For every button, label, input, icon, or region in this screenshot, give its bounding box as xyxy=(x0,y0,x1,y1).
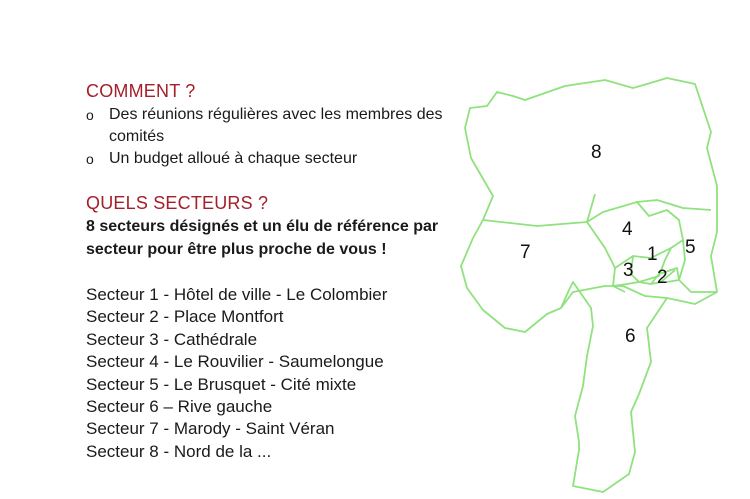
sector-label-5: 5 xyxy=(685,237,696,258)
sector-item: Secteur 3 - Cathédrale xyxy=(86,329,258,349)
sector-map xyxy=(455,60,750,499)
bullet-circle-icon: o xyxy=(86,151,94,167)
bullet-circle-icon: o xyxy=(86,107,94,123)
sector-label-3: 3 xyxy=(623,260,634,281)
text-column xyxy=(86,80,446,463)
sector-label-2: 2 xyxy=(657,267,668,288)
sector-label-6: 6 xyxy=(625,326,636,347)
sector-6-border xyxy=(561,286,667,308)
sector-item: Secteur 6 – Rive gauche xyxy=(86,397,273,417)
sector-8-border xyxy=(483,194,595,226)
sector-item: Secteur 4 - Le Rouvilier - Saumelongue xyxy=(86,352,384,372)
sector-8-border xyxy=(587,200,711,222)
secteurs-intro: 8 secteurs désignés et un élu de référence par secteur pour être plus proche de vous ! xyxy=(86,218,439,258)
sector-item: Secteur 1 - Hôtel de ville - Le Colombier xyxy=(86,285,388,304)
map-outline xyxy=(461,78,717,492)
comment-heading: COMMENT ? xyxy=(86,81,196,101)
list-item xyxy=(86,148,446,170)
sector-label-8: 8 xyxy=(591,142,602,163)
sector-item: Secteur 8 - Nord de la ... xyxy=(86,441,272,461)
sector-4-border xyxy=(587,222,625,292)
sector-item: Secteur 5 - Le Brusquet - Cité mixte xyxy=(86,374,357,394)
comment-list xyxy=(86,104,446,170)
sector-map-svg xyxy=(455,60,750,499)
sector-label-1: 1 xyxy=(647,244,658,265)
sector-label-4: 4 xyxy=(622,219,633,240)
sector-label-7: 7 xyxy=(520,242,531,263)
bullet-text: Des réunions régulières avec les membres des comités xyxy=(109,106,443,145)
secteurs-heading: QUELS SECTEURS ? xyxy=(86,193,269,213)
sector-item: Secteur 7 - Marody - Saint Véran xyxy=(86,419,335,439)
sector-item: Secteur 2 - Place Montfort xyxy=(86,307,284,327)
sector-list xyxy=(86,284,446,463)
list-item xyxy=(86,104,446,148)
bullet-text: Un budget alloué à chaque secteur xyxy=(109,150,358,167)
